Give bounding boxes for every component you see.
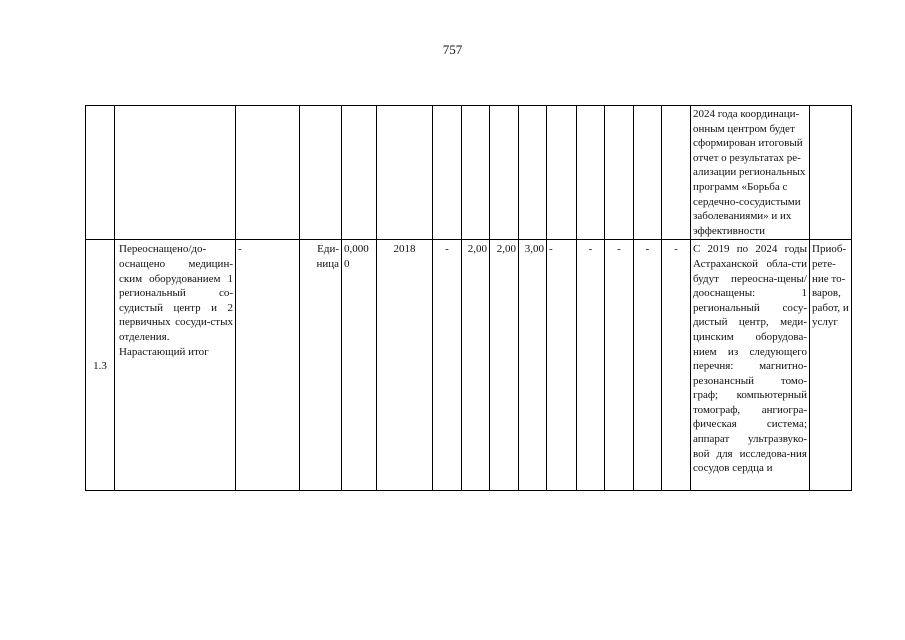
- cell-empty: [519, 106, 547, 240]
- cell-empty: [300, 106, 342, 240]
- cell-base-year: 2018: [377, 240, 433, 491]
- cell-empty: [433, 106, 462, 240]
- cell-indicator-name: Переоснащено/до-оснащено медицин-ским оборудованием 1 региональный со-судистый центр и 2 первичных сосуди-стых отделения. Нарастающий итог: [115, 240, 236, 491]
- cell-value-2023: -: [547, 240, 577, 491]
- cell-value-2027: -: [662, 240, 691, 491]
- cell-empty: [115, 106, 236, 240]
- cell-empty: [810, 106, 852, 240]
- cell-note-continuation: 2024 года координаци-онным центром будет сформирован итоговый отчет о результатах ре-ализации региональных программ «Борьба с сердечно-сосудистыми заболеваниями» и их эффективности: [691, 106, 810, 240]
- page-number: 757: [442, 42, 463, 57]
- cell-value-2020: 2,00: [462, 240, 490, 491]
- cell-value-2021: 2,00: [490, 240, 519, 491]
- cell-empty: [462, 106, 490, 240]
- cell-extra: Приоб-рете-ние то-варов, работ, и услуг: [810, 240, 852, 491]
- cell-empty: [490, 106, 519, 240]
- cell-indicator-type: -: [236, 240, 300, 491]
- indicator-table: [85, 105, 852, 491]
- cell-value-2019: -: [433, 240, 462, 491]
- table-row-continuation: [86, 106, 852, 240]
- cell-empty: [577, 106, 605, 240]
- cell-empty: [377, 106, 433, 240]
- cell-row-index: 1.3: [86, 240, 115, 491]
- cell-value-2026: -: [634, 240, 662, 491]
- cell-empty: [547, 106, 577, 240]
- cell-empty: [86, 106, 115, 240]
- cell-empty: [605, 106, 634, 240]
- table-row-1-3: [86, 240, 852, 491]
- cell-empty: [662, 106, 691, 240]
- cell-value-2024: -: [577, 240, 605, 491]
- cell-base-value: 0,0000: [342, 240, 377, 491]
- cell-empty: [634, 106, 662, 240]
- cell-unit: Еди-ница: [300, 240, 342, 491]
- cell-description: С 2019 по 2024 годы Астраханской обла-сти будут переосна-щены/дооснащены: 1 региональный сосу-дистый центр, меди-цинским оборудова-нием из следующего перечня: магнитно-резонансный томо-граф; компьютерный томограф, ангиогра-фическая система; аппарат ультразвуко-вой для исследова-ния сосудов сердца и: [691, 240, 810, 491]
- cell-empty: [342, 106, 377, 240]
- cell-value-2022: 3,00: [519, 240, 547, 491]
- cell-value-2025: -: [605, 240, 634, 491]
- cell-empty: [236, 106, 300, 240]
